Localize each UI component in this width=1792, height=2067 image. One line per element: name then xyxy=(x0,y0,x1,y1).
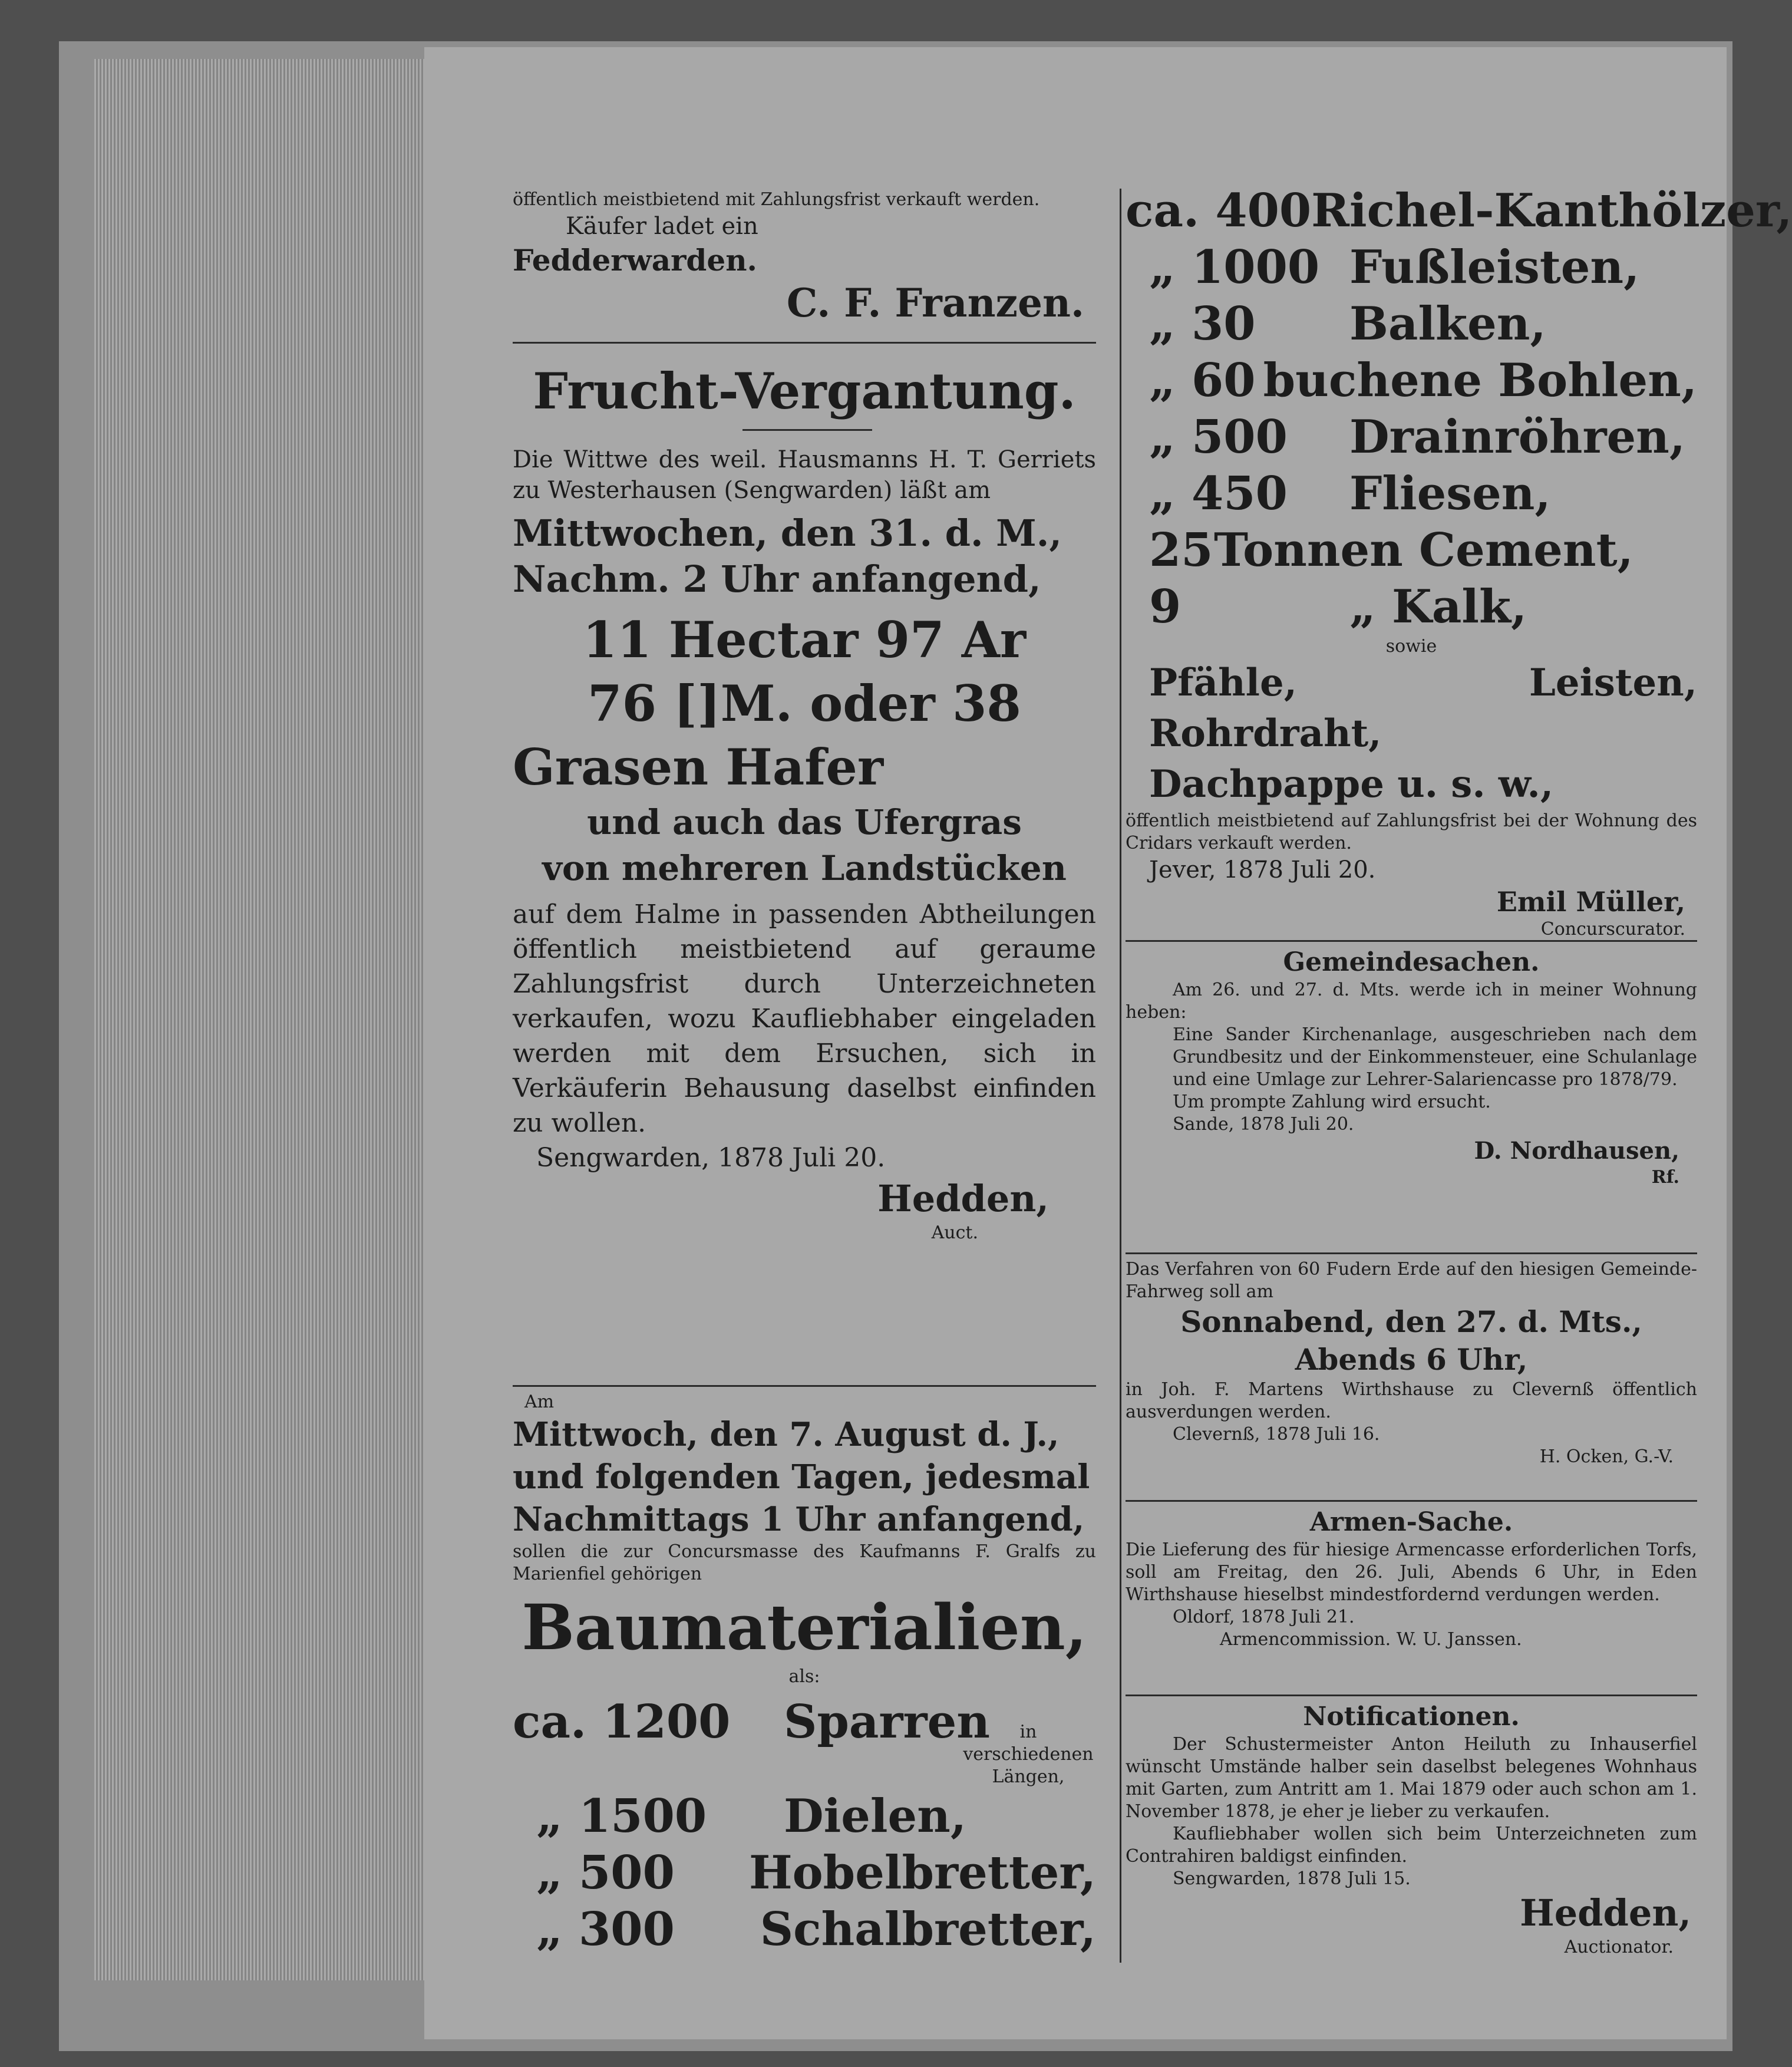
material-name: Fliesen, xyxy=(1349,467,1551,520)
material-quantity: „ 500 xyxy=(536,1846,675,1900)
column-rule xyxy=(1120,189,1121,1963)
ad-text: sollen die zur Concursmasse des Kaufmanns F. Gralfs zu Marienfiel gehörigen xyxy=(513,1541,1096,1584)
material-item xyxy=(1126,579,1697,635)
ad-dateline: Jever, 1878 Juli 20. xyxy=(1149,856,1376,883)
material-item xyxy=(1126,466,1697,522)
material-item xyxy=(513,1694,1096,1788)
ad-fahrweg xyxy=(1126,1258,1697,1468)
ad-date-line-1: Mittwoch, den 7. August d. J., xyxy=(513,1415,1060,1454)
page-edges xyxy=(94,59,424,1980)
material-quantity: „ 450 xyxy=(1149,467,1288,520)
ad-franzen xyxy=(513,189,1096,327)
ad-sowie: sowie xyxy=(1385,636,1437,657)
ad-title: Frucht-Vergantung. xyxy=(533,362,1076,420)
divider xyxy=(513,1385,1096,1387)
material-name: Richel-Kanthölzer, xyxy=(1311,184,1792,238)
ad-als: als: xyxy=(788,1666,820,1687)
material-item xyxy=(513,1788,1096,1845)
ad-notificationen xyxy=(1126,1700,1697,1959)
divider xyxy=(1126,1500,1697,1502)
ad-title: Gemeindesachen. xyxy=(1283,947,1540,977)
material-name: buchene Bohlen, xyxy=(1263,354,1697,407)
ad-date-line-2: und folgenden Tagen, jedesmal xyxy=(513,1458,1090,1496)
ad-dateline: Sengwarden, 1878 Juli 20. xyxy=(536,1143,886,1173)
ad-date-line-1: Mittwochen, den 31. d. M., xyxy=(513,512,1062,555)
ad-text: öffentlich meistbietend auf Zahlungsfrist bei der Wohnung des Cridars verkauft werden. xyxy=(1126,810,1697,853)
ad-list: Eine Sander Kirchenanlage, ausgeschrieben nach dem Grundbesitz und der Einkommensteuer, eine Schulanlage und eine Umlage zur Lehrer-Salariencasse pro 1878/79. xyxy=(1173,1024,1697,1090)
material-quantity: 9 xyxy=(1149,580,1182,634)
ad-role: Auct. xyxy=(931,1222,978,1243)
ad-date-line-2: Nachm. 2 Uhr anfangend, xyxy=(513,558,1041,601)
newspaper-page xyxy=(424,47,1792,2039)
ad-text: Die Lieferung des für hiesige Armencasse erforderlichen Torfs, soll am Freitag, den 26. Juli, Abends 6 Uhr, in Eden Wirthshause hieselbst mindestfordernd verdungen werden. xyxy=(1126,1539,1697,1605)
material-quantity: „ 1500 xyxy=(536,1789,707,1843)
material-name: Tonnen Cement, xyxy=(1214,523,1633,577)
divider xyxy=(1126,940,1697,942)
ad-role: Concurscurator. xyxy=(1540,919,1685,939)
ad-role: Auctionator. xyxy=(1564,1937,1674,1957)
material-note: in verschiedenen Längen, xyxy=(963,1722,1094,1787)
ad-title: Notificationen. xyxy=(1303,1702,1520,1732)
ad-dateline: Sengwarden, 1878 Juli 15. xyxy=(1173,1868,1411,1889)
ad-signer: H. Ocken, G.-V. xyxy=(1539,1446,1674,1467)
divider xyxy=(1126,1695,1697,1696)
material-item xyxy=(1126,409,1697,466)
ad-armen-sache xyxy=(1126,1506,1697,1651)
ad-title: Baumaterialien, xyxy=(522,1590,1087,1664)
ad-amount-3: Grasen Hafer xyxy=(513,738,884,796)
ad-date-line-3: Nachmittags 1 Uhr anfangend, xyxy=(513,1500,1085,1539)
material-name: Hobelbretter, xyxy=(748,1846,1096,1900)
material-name: Schalbretter, xyxy=(760,1903,1096,1956)
material-name: Dielen, xyxy=(784,1789,967,1843)
material-item xyxy=(1126,239,1697,296)
material-name: Sparren xyxy=(784,1695,990,1749)
ad-date-line-2: Abends 6 Uhr, xyxy=(1295,1342,1528,1377)
ad-also-2: von mehreren Landstücken xyxy=(542,848,1067,888)
ad-text: Der Schustermeister Anton Heiluth zu Inhauserfiel wünscht Umstände halber sein daselbst belegenes Wohnhaus mit Garten, zum Antritt am 1. Mai 1879 oder auch schon am 1. November 1878, je eher je lieber zu verkaufen. xyxy=(1126,1734,1697,1822)
material-quantity: 25 xyxy=(1149,523,1213,577)
material-quantity: „ 500 xyxy=(1149,410,1288,464)
ad-dateline: Sande, 1878 Juli 20. xyxy=(1173,1114,1354,1135)
ad-signer: Hedden, xyxy=(1520,1891,1691,1934)
ad-baumaterialien xyxy=(513,1391,1096,1958)
material-quantity: „ 300 xyxy=(536,1903,675,1956)
divider xyxy=(513,342,1096,344)
ad-signer: Armencommission. W. U. Janssen. xyxy=(1220,1629,1522,1650)
title-rule xyxy=(742,429,872,431)
ad-signer: Emil Müller, xyxy=(1496,886,1685,918)
material-item xyxy=(1126,522,1697,579)
material-item xyxy=(1126,183,1792,239)
ad-signer: C. F. Franzen. xyxy=(786,280,1084,326)
material-item xyxy=(513,1845,1096,1901)
ad-text-2: in Joh. F. Martens Wirthshause zu Clevernß öffentlich ausverdungen werden. xyxy=(1126,1379,1697,1422)
ad-am: Am xyxy=(524,1392,555,1412)
ad-dateline: Oldorf, 1878 Juli 21. xyxy=(1173,1607,1355,1627)
ad-intro: Am 26. und 27. d. Mts. werde ich in meiner Wohnung heben: xyxy=(1126,980,1697,1023)
ad-invite: Käufer ladet ein xyxy=(566,213,758,240)
ad-text: Das Verfahren von 60 Fudern Erde auf den hiesigen Gemeinde-Fahrweg soll am xyxy=(1126,1259,1697,1302)
material-item xyxy=(513,1901,1096,1958)
ad-frucht-vergantung xyxy=(513,360,1096,1244)
ad-dateline: Clevernß, 1878 Juli 16. xyxy=(1173,1424,1380,1445)
material-item xyxy=(1126,296,1697,352)
material-quantity: ca. 1200 xyxy=(513,1695,731,1749)
ad-baumaterialien-continued xyxy=(1126,183,1792,941)
ad-gemeindesachen xyxy=(1126,946,1697,1189)
ad-date-line-1: Sonnabend, den 27. d. Mts., xyxy=(1180,1304,1642,1339)
ad-amount-2: 76 []M. oder 38 xyxy=(588,674,1021,733)
material-name: „ Kalk, xyxy=(1349,580,1527,634)
material-name: Drainröhren, xyxy=(1349,410,1686,464)
material-quantity: „ 30 xyxy=(1149,297,1256,351)
ad-title: Armen-Sache. xyxy=(1309,1507,1513,1537)
ad-body: auf dem Halme in passenden Abtheilungen öffentlich meistbietend auf geraume Zahlungsfrist durch Unterzeichneten verkaufen, wozu Kaufliebhaber eingeladen werden mit dem Ersuchen, sich in Verkäuferin Behausung daselbst einfinden zu wollen. xyxy=(513,899,1096,1138)
material-list xyxy=(513,1694,1096,1958)
ad-request: Um prompte Zahlung wird ersucht. xyxy=(1173,1092,1491,1112)
divider xyxy=(1126,1252,1697,1254)
material-name: Fußleisten, xyxy=(1349,240,1640,294)
ad-also-1: und auch das Ufergras xyxy=(587,802,1022,842)
ad-text-2: Kaufliebhaber wollen sich beim Unterzeichneten zum Contrahiren baldigst einfinden. xyxy=(1126,1824,1697,1867)
material-quantity: „ 1000 xyxy=(1149,240,1320,294)
material-item xyxy=(1126,352,1697,409)
ad-signer: D. Nordhausen, xyxy=(1474,1137,1679,1165)
ad-amount-1: 11 Hectar 97 Ar xyxy=(582,611,1027,669)
ad-text: öffentlich meistbietend mit Zahlungsfrist verkauft werden. xyxy=(513,189,1040,210)
ad-more-1: Pfähle, Leisten, Rohrdraht, xyxy=(1149,661,1697,756)
ad-signer: Hedden, xyxy=(877,1177,1049,1220)
material-quantity: ca. 400 xyxy=(1126,184,1312,238)
ad-role: Rf. xyxy=(1651,1167,1679,1188)
ad-place: Fedderwarden. xyxy=(513,243,757,278)
material-name: Balken, xyxy=(1349,297,1546,351)
ad-intro: Die Wittwe des weil. Hausmanns H. T. Gerriets zu Westerhausen (Sengwarden) läßt am xyxy=(513,446,1096,504)
material-quantity: „ 60 xyxy=(1149,354,1256,407)
ad-more-2: Dachpappe u. s. w., xyxy=(1149,762,1554,806)
